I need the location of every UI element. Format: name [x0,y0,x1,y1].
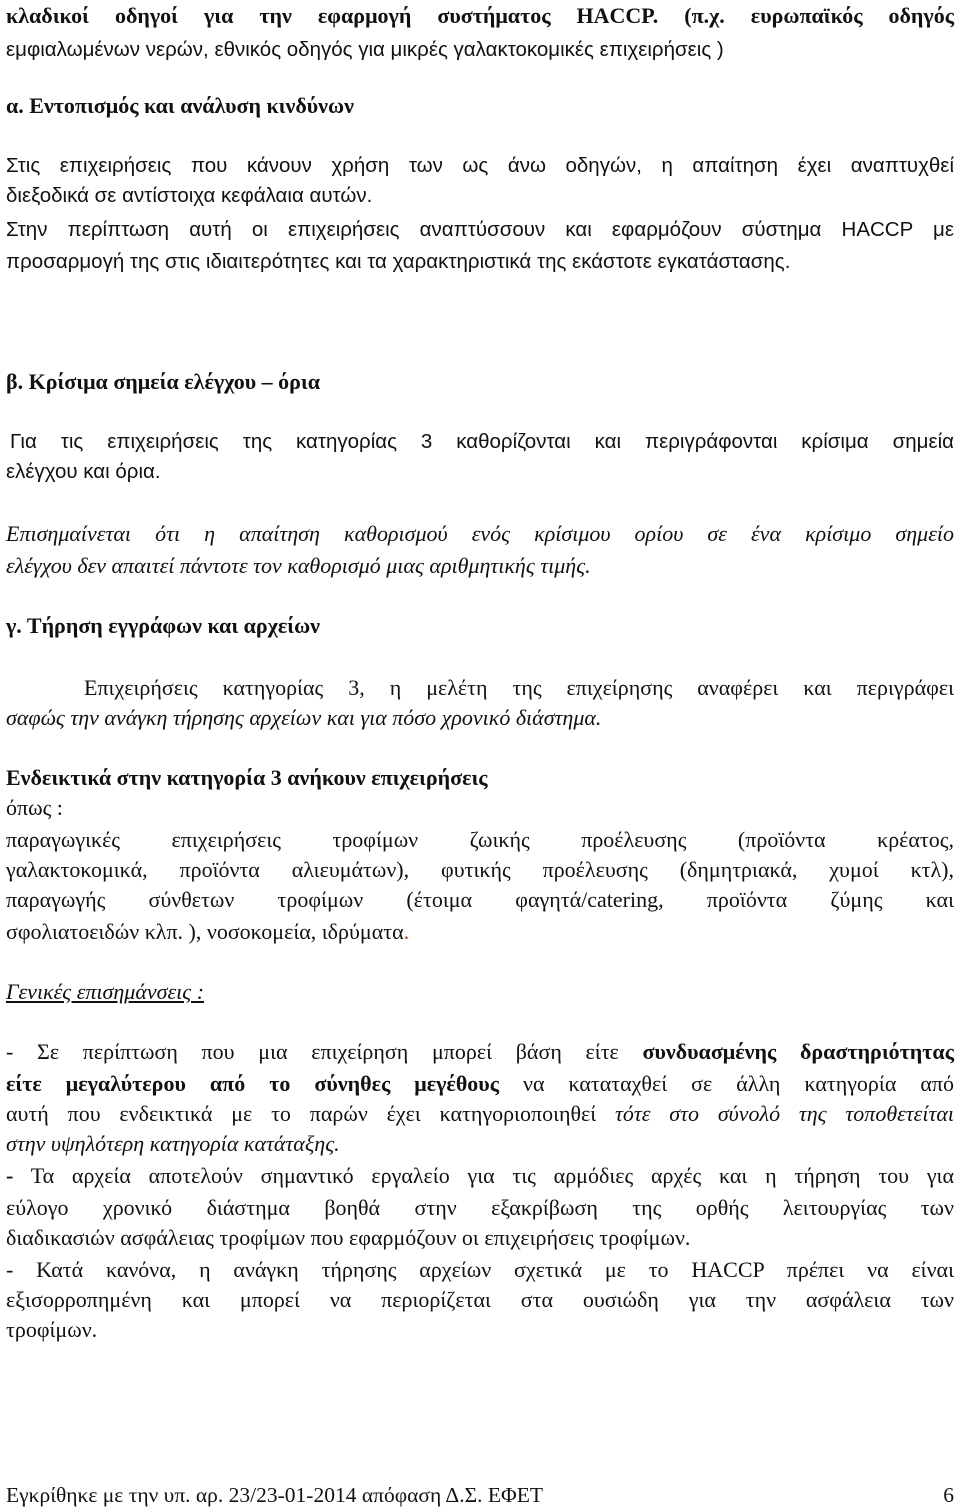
section-b-p2-line-1: Επισημαίνεται ότι η απαίτηση καθορισμού ενός κρίσιμου ορίου σε ένα κρίσιμο σημείο [6,521,954,546]
category-line-5-text: σφολιατοειδών κλπ. ), νοσοκομεία, ιδρύματα [6,919,404,944]
section-b-heading: β. Κρίσιμα σημεία ελέγχου – όρια [6,369,320,394]
general-b1-line-2 [6,1070,954,1098]
general-b1-line-2-bold: είτε μεγαλύτερου από το σύνηθες μεγέθους [6,1071,500,1096]
general-b1-line-1 [6,1038,954,1066]
general-b2-line-3: διαδικασιών ασφάλειας τροφίμων που εφαρμόζουν οι επιχειρήσεις τροφίμων. [6,1225,691,1250]
general-b2-line-1-text: Τα αρχεία αποτελούν σημαντικό εργαλείο για τις αρμόδιες αρχές και η τήρηση του για [13,1163,954,1188]
section-a-p2-line-2: προσαρμογή της στις ιδιαιτερότητες και τα χαρακτηριστικά της εκάστοτε εγκατάστασης. [6,250,791,273]
section-c-p1-line-2: σαφώς την ανάγκη τήρησης αρχείων και για πόσο χρονικό διάστημα. [6,705,602,730]
section-c-heading: γ. Τήρηση εγγράφων και αρχείων [6,613,320,638]
general-b1-line-4: στην υψηλότερη κατηγορία κατάταξης. [6,1131,340,1156]
footer-approval-text: Εγκρίθηκε με την υπ. αρ. 23/23-01-2014 απόφαση Δ.Σ. ΕΦΕΤ [6,1483,543,1507]
general-b1-line-2-text: να καταταχθεί σε άλλη κατηγορία από [499,1071,955,1096]
general-b2-dash: - [6,1163,14,1188]
general-b1-line-1-bold: συνδυασμένης δραστηριότητας [642,1039,954,1064]
intro-line-2: εμφιαλωμένων νερών, εθνικός οδηγός για μικρές γαλακτοκομικές επιχειρήσεις ) [6,38,724,61]
general-b1-line-3-text: αυτή που ενδεικτικά με το παρών έχει κατηγοριοποιηθεί [6,1101,616,1126]
general-b2-line-2: εύλογο χρονικό διάστημα βοηθά στην εξακρίβωση της ορθής λειτουργίας των [6,1195,954,1220]
general-b3-line-2: εξισορροπημένη και μπορεί να περιορίζεται στα ουσιώδη για την ασφάλεια των [6,1287,954,1312]
section-b-p1-line-2: ελέγχου και όρια. [6,460,161,483]
section-a-p1-line-1: Στις επιχειρήσεις που κάνουν χρήση των ως άνω οδηγών, η απαίτηση έχει αναπτυχθεί [6,154,954,177]
general-b1-line-1-text: - Σε περίπτωση που μια επιχείρηση μπορεί βάση είτε [6,1039,643,1064]
category-line-3: γαλακτοκομικά, προϊόντα αλιευμάτων), φυτικής προέλευσης (δημητριακά, χυμοί κτλ), [6,857,954,882]
section-c-p1-line-1: Επιχειρήσεις κατηγορίας 3, η μελέτη της επιχείρησης αναφέρει και περιγράφει [84,675,954,700]
category-line-5-dot: . [403,919,410,944]
page-number: 6 [943,1483,954,1507]
section-b-p2-line-2: ελέγχου δεν απαιτεί πάντοτε τον καθορισμό μιας αριθμητικής τιμής. [6,553,591,578]
general-heading: Γενικές επισημάνσεις : [6,979,205,1004]
section-a-p2-line-1: Στην περίπτωση αυτή οι επιχειρήσεις αναπτύσσουν και εφαρμόζουν σύστημα HACCP με [6,218,954,241]
category-line-2: παραγωγικές επιχειρήσεις τροφίμων ζωικής προέλευσης (προϊόντα κρέατος, [6,827,954,852]
general-b1-line-3 [6,1100,954,1128]
general-b2-line-1 [6,1162,954,1190]
general-b3-line-3: τροφίμων. [6,1317,98,1342]
section-a-heading: α. Εντοπισμός και ανάλυση κινδύνων [6,93,354,118]
section-b-p1-line-1: Για τις επιχειρήσεις της κατηγορίας 3 καθορίζονται και περιγράφονται κρίσιμα σημεία [10,430,954,453]
category-heading: Ενδεικτικά στην κατηγορία 3 ανήκουν επιχειρήσεις [6,765,488,790]
general-b3-line-1: - Κατά κανόνα, η ανάγκη τήρησης αρχείων σχετικά με το HACCP πρέπει να είναι [6,1257,954,1282]
category-line-5 [6,918,409,946]
section-a-p1-line-2: διεξοδικά σε αντίστοιχα κεφάλαια αυτών. [6,184,373,207]
category-line-1: όπως : [6,795,63,820]
intro-line-1: κλαδικοί οδηγοί για την εφαρμογή συστήματος HACCP. (π.χ. ευρωπαϊκός οδηγός [6,3,954,28]
general-b1-line-3-italic: τότε στο σύνολό της τοποθετείται [615,1101,954,1126]
category-line-4: παραγωγής σύνθετων τροφίμων (έτοιμα φαγητά/catering, προϊόντα ζύμης και [6,887,954,912]
